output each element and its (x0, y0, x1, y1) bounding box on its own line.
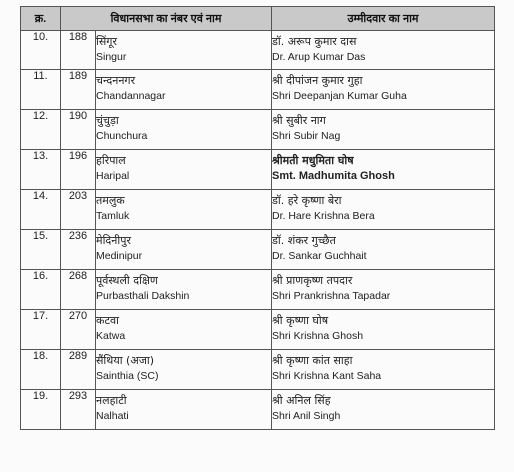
candidate-name (272, 190, 495, 230)
candidate-name-english: Dr. Hare Krishna Bera (272, 210, 375, 222)
constituency-name-english: Singur (96, 51, 127, 63)
candidate-name-hindi: डॉ. अरूप कुमार दास (272, 35, 357, 48)
constituency-name-english: Chunchura (96, 130, 148, 142)
table-row (21, 270, 495, 310)
candidate-name-english: Shri Krishna Kant Saha (272, 370, 382, 382)
candidate-name (272, 110, 495, 150)
candidate-name (272, 150, 495, 190)
constituency-name-hindi: चन्दननगर (96, 74, 136, 87)
constituency-name (96, 70, 272, 110)
constituency-name-english: Haripal (96, 170, 130, 182)
candidate-name (272, 31, 495, 70)
constituency-name (96, 350, 272, 390)
candidate-name (272, 230, 495, 270)
constituency-name (96, 190, 272, 230)
constituency-number: 293 (61, 390, 96, 430)
constituency-name-english: Katwa (96, 330, 126, 342)
table-row (21, 390, 495, 430)
candidate-name-english: Smt. Madhumita Ghosh (272, 170, 395, 182)
serial-number: 15. (21, 230, 61, 270)
candidate-name-english: Shri Anil Singh (272, 410, 341, 422)
candidate-name-hindi: श्री कृष्णा कांत साहा (272, 354, 353, 367)
candidate-name-hindi: श्री सुबीर नाग (272, 114, 326, 127)
constituency-number: 203 (61, 190, 96, 230)
candidate-name (272, 350, 495, 390)
header-candidate: उम्मीदवार का नाम (272, 7, 495, 31)
candidate-name (272, 390, 495, 430)
constituency-number: 236 (61, 230, 96, 270)
constituency-name (96, 270, 272, 310)
constituency-name (96, 31, 272, 70)
candidate-name-hindi: डॉ. शंकर गुच्छैत (272, 234, 336, 247)
table-row (21, 190, 495, 230)
serial-number: 17. (21, 310, 61, 350)
serial-number: 18. (21, 350, 61, 390)
constituency-number: 289 (61, 350, 96, 390)
constituency-number: 268 (61, 270, 96, 310)
table-row (21, 310, 495, 350)
candidate-name (272, 270, 495, 310)
constituency-name (96, 390, 272, 430)
header-constituency: विधानसभा का नंबर एवं नाम (61, 7, 272, 31)
table-header-row (21, 7, 495, 31)
constituency-name-english: Nalhati (96, 410, 129, 422)
constituency-name (96, 110, 272, 150)
constituency-number: 196 (61, 150, 96, 190)
constituency-name-hindi: चुंचुड़ा (96, 114, 119, 127)
serial-number: 16. (21, 270, 61, 310)
header-sno: क्र. (21, 7, 61, 31)
constituency-name-hindi: पूर्वस्थली दक्षिण (96, 274, 158, 287)
candidate-name-english: Shri Subir Nag (272, 130, 341, 142)
table-row (21, 31, 495, 70)
serial-number: 12. (21, 110, 61, 150)
candidate-name-english: Dr. Arup Kumar Das (272, 51, 366, 63)
candidate-name-hindi: श्री कृष्णा घोष (272, 314, 329, 327)
candidate-name-english: Shri Krishna Ghosh (272, 330, 364, 342)
candidate-name-english: Dr. Sankar Guchhait (272, 250, 367, 262)
constituency-name (96, 230, 272, 270)
candidate-name-english: Shri Prankrishna Tapadar (272, 290, 391, 302)
constituency-name-hindi: नलहाटी (96, 394, 127, 407)
candidate-name-hindi: श्री दीपांजन कुमार गुहा (272, 74, 363, 87)
table-row (21, 70, 495, 110)
constituency-name (96, 150, 272, 190)
serial-number: 13. (21, 150, 61, 190)
candidate-name-hindi: श्री अनिल सिंह (272, 394, 331, 407)
table-row (21, 350, 495, 390)
candidate-name (272, 70, 495, 110)
serial-number: 10. (21, 31, 61, 70)
constituency-name-hindi: कटवा (96, 314, 119, 327)
constituency-name-hindi: मेदिनीपुर (96, 234, 131, 247)
candidate-name (272, 310, 495, 350)
table-row (21, 150, 495, 190)
serial-number: 11. (21, 70, 61, 110)
constituency-number: 189 (61, 70, 96, 110)
serial-number: 19. (21, 390, 61, 430)
table-row (21, 230, 495, 270)
candidate-table (20, 6, 495, 430)
constituency-name-english: Purbasthali Dakshin (96, 290, 190, 302)
constituency-name-english: Sainthia (SC) (96, 370, 159, 382)
constituency-number: 190 (61, 110, 96, 150)
constituency-number: 270 (61, 310, 96, 350)
candidate-name-hindi: श्री प्राणकृष्ण तपदार (272, 274, 353, 287)
candidate-name-hindi: डॉ. हरे कृष्णा बेरा (272, 194, 342, 207)
constituency-name-english: Tamluk (96, 210, 130, 222)
table-row (21, 110, 495, 150)
candidate-name-hindi: श्रीमती मधुमिता घोष (272, 154, 354, 167)
constituency-name-hindi: तमलुक (96, 194, 125, 207)
candidate-name-english: Shri Deepanjan Kumar Guha (272, 90, 407, 102)
constituency-name-english: Chandannagar (96, 90, 166, 102)
constituency-name-hindi: सैंथिया (अजा) (96, 354, 155, 367)
serial-number: 14. (21, 190, 61, 230)
constituency-name-hindi: हरिपाल (96, 154, 126, 167)
constituency-name (96, 310, 272, 350)
table-body (21, 31, 495, 430)
constituency-name-hindi: सिंगूर (96, 35, 117, 48)
constituency-name-english: Medinipur (96, 250, 143, 262)
constituency-number: 188 (61, 31, 96, 70)
